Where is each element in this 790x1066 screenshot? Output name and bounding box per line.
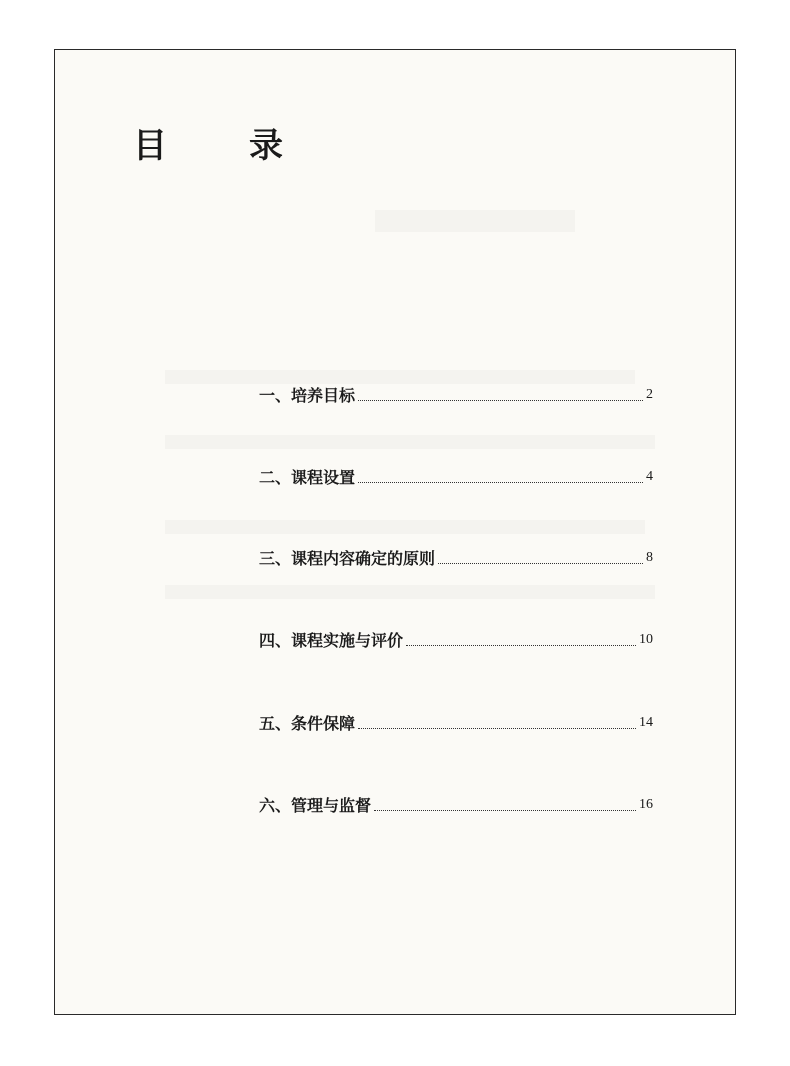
toc-entry[interactable]: [259, 382, 653, 406]
toc-entry[interactable]: [259, 792, 653, 816]
toc-leader-dots: [406, 644, 636, 646]
toc-title: 目 录: [133, 126, 307, 166]
toc-entry-label: 四、课程实施与评价: [259, 631, 404, 650]
toc-entry[interactable]: [259, 627, 653, 651]
document-page: [54, 49, 736, 1015]
toc-leader-dots: [358, 481, 643, 483]
toc-entry[interactable]: [259, 710, 653, 734]
toc-leader-dots: [358, 399, 643, 401]
toc-entry-label: 五、条件保障: [259, 714, 356, 733]
toc-entry-page: 4: [646, 469, 653, 484]
toc-entry-page: 8: [646, 550, 653, 565]
toc-leader-dots: [358, 727, 636, 729]
toc-entry-label: 三、课程内容确定的原则: [259, 549, 436, 568]
toc-entry-page: 10: [639, 632, 653, 647]
toc-entry-page: 16: [639, 797, 653, 812]
toc-list: [55, 50, 735, 1014]
toc-entry-page: 2: [646, 387, 653, 402]
toc-entry[interactable]: [259, 545, 653, 569]
toc-entry-label: 一、培养目标: [259, 386, 356, 405]
toc-entry[interactable]: [259, 464, 653, 488]
toc-entry-label: 六、管理与监督: [259, 796, 372, 815]
toc-entry-page: 14: [639, 715, 653, 730]
toc-entry-label: 二、课程设置: [259, 468, 356, 487]
toc-leader-dots: [374, 809, 636, 811]
toc-leader-dots: [438, 562, 643, 564]
